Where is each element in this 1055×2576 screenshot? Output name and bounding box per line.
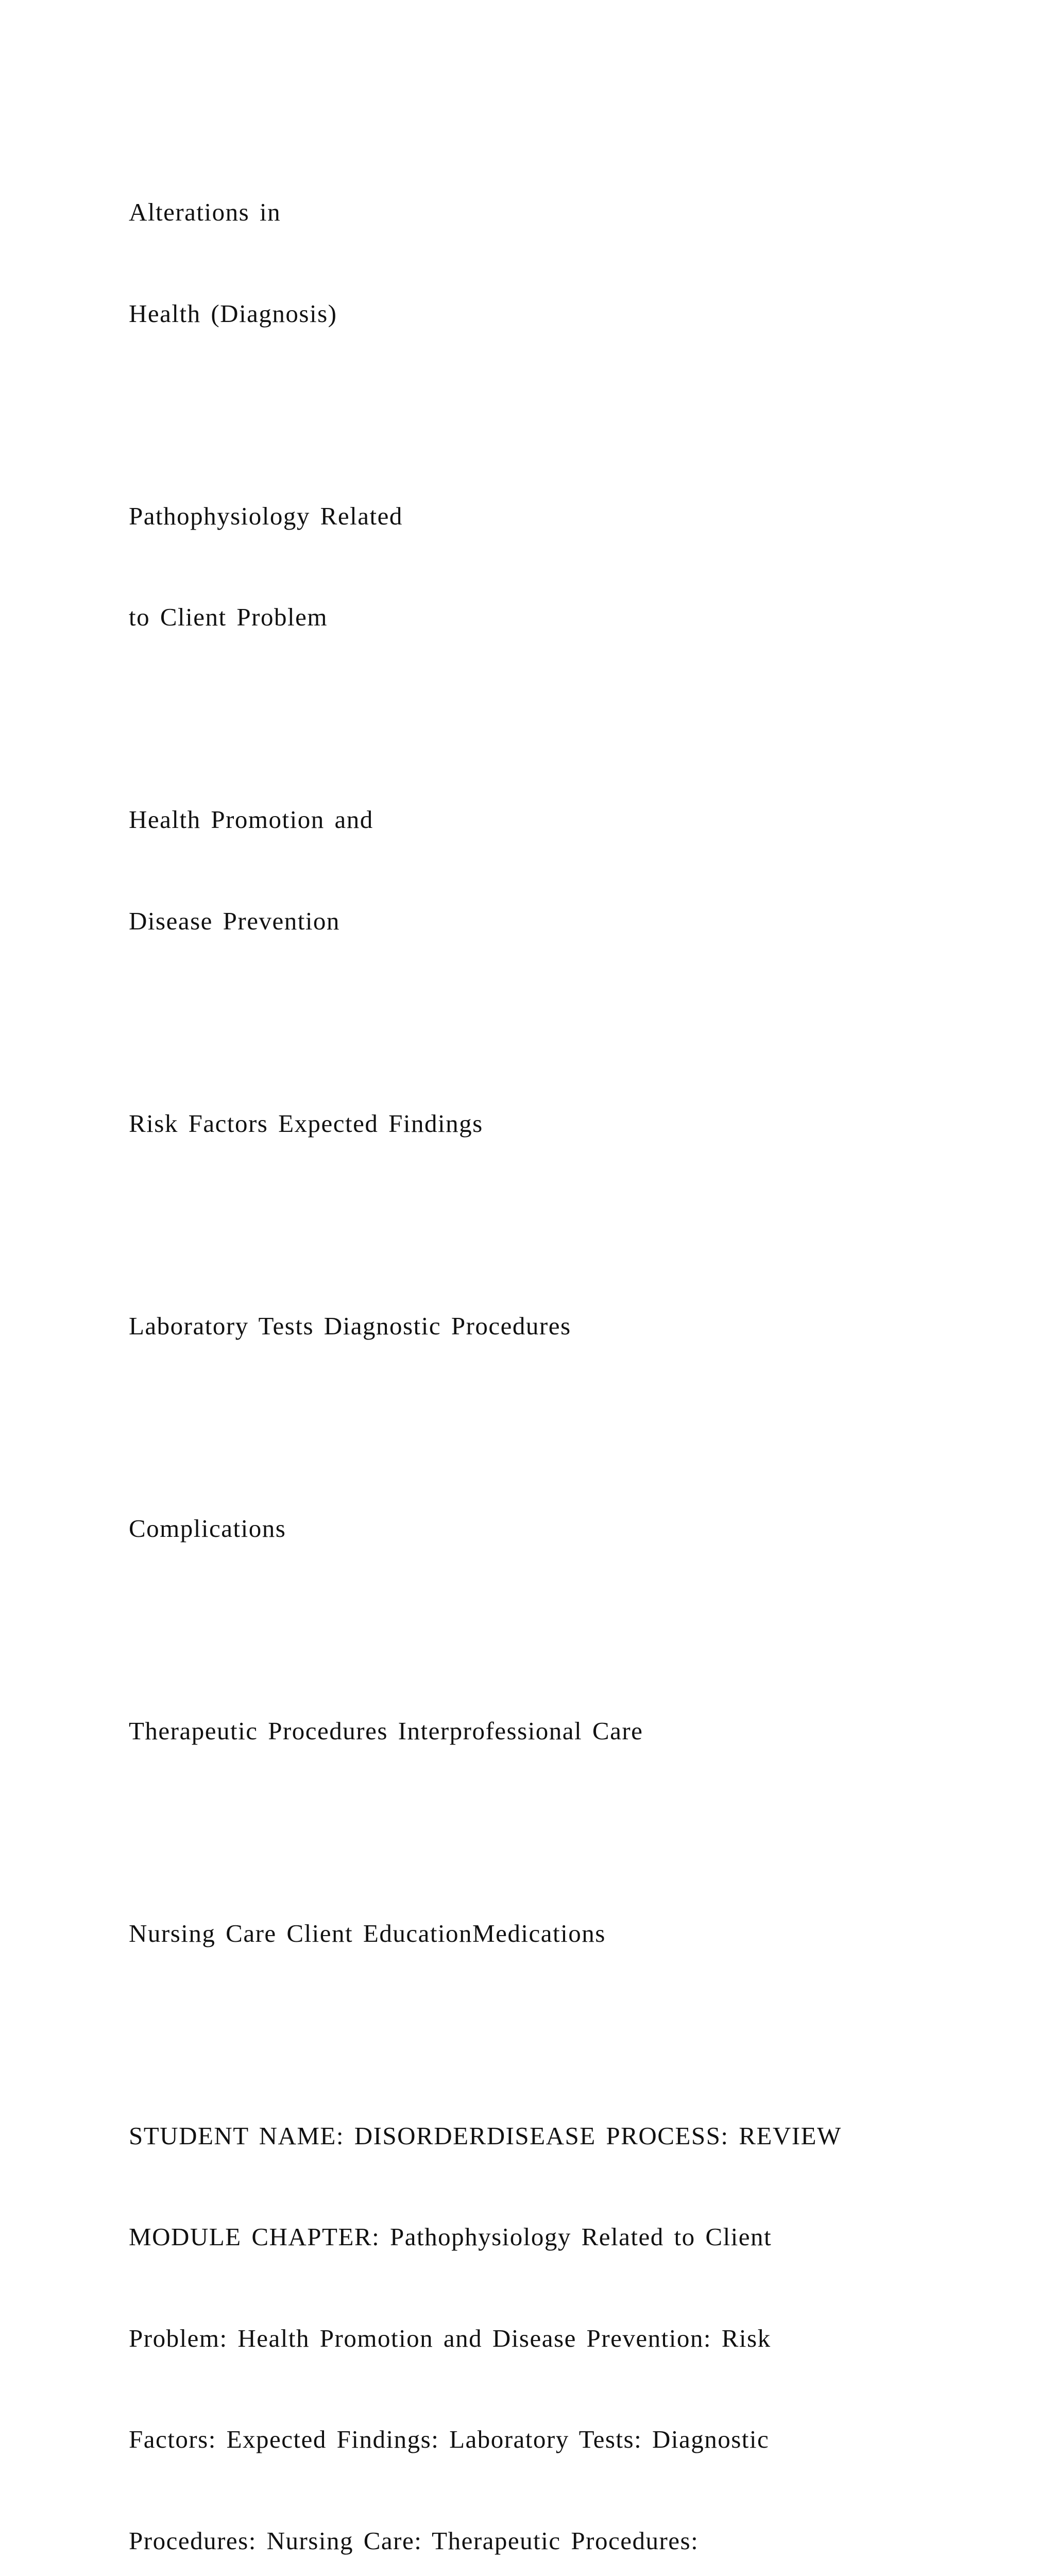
section-line: Health (Diagnosis)	[129, 297, 932, 331]
section-therapeutic-procedures	[129, 1647, 932, 1816]
section-line: Therapeutic Procedures Interprofessional Care	[129, 1714, 932, 1748]
section-line: Complications	[129, 1512, 932, 1546]
section-line: Alterations in	[129, 195, 932, 229]
section-laboratory-tests	[129, 1242, 932, 1411]
section-complications	[129, 1444, 932, 1613]
section-line: to Client Problem	[129, 600, 932, 634]
section-line: Health Promotion and	[129, 803, 932, 837]
section-risk-factors	[129, 1039, 932, 1208]
section-health-promotion	[129, 735, 932, 1005]
section-line: Disease Prevention	[129, 904, 932, 938]
section-pathophysiology	[129, 432, 932, 702]
student-block-line: MODULE CHAPTER: Pathophysiology Related to Client	[129, 2220, 932, 2254]
section-line: Pathophysiology Related	[129, 499, 932, 533]
student-block-line: STUDENT NAME: DISORDERDISEASE PROCESS: REVIEW	[129, 2119, 932, 2153]
student-block-line: Problem: Health Promotion and Disease Prevention: Risk	[129, 2321, 932, 2355]
section-nursing-care	[129, 1849, 932, 2018]
document-page	[129, 128, 932, 2576]
section-line: Nursing Care Client EducationMedications	[129, 1917, 932, 1951]
section-line: Laboratory Tests Diagnostic Procedures	[129, 1309, 932, 1343]
student-block-line: Procedures: Nursing Care: Therapeutic Procedures:	[129, 2524, 932, 2558]
section-alterations-in-health	[129, 128, 932, 398]
student-review-block	[129, 2052, 932, 2576]
section-line: Risk Factors Expected Findings	[129, 1107, 932, 1141]
student-block-line: Factors: Expected Findings: Laboratory Tests: Diagnostic	[129, 2422, 932, 2456]
